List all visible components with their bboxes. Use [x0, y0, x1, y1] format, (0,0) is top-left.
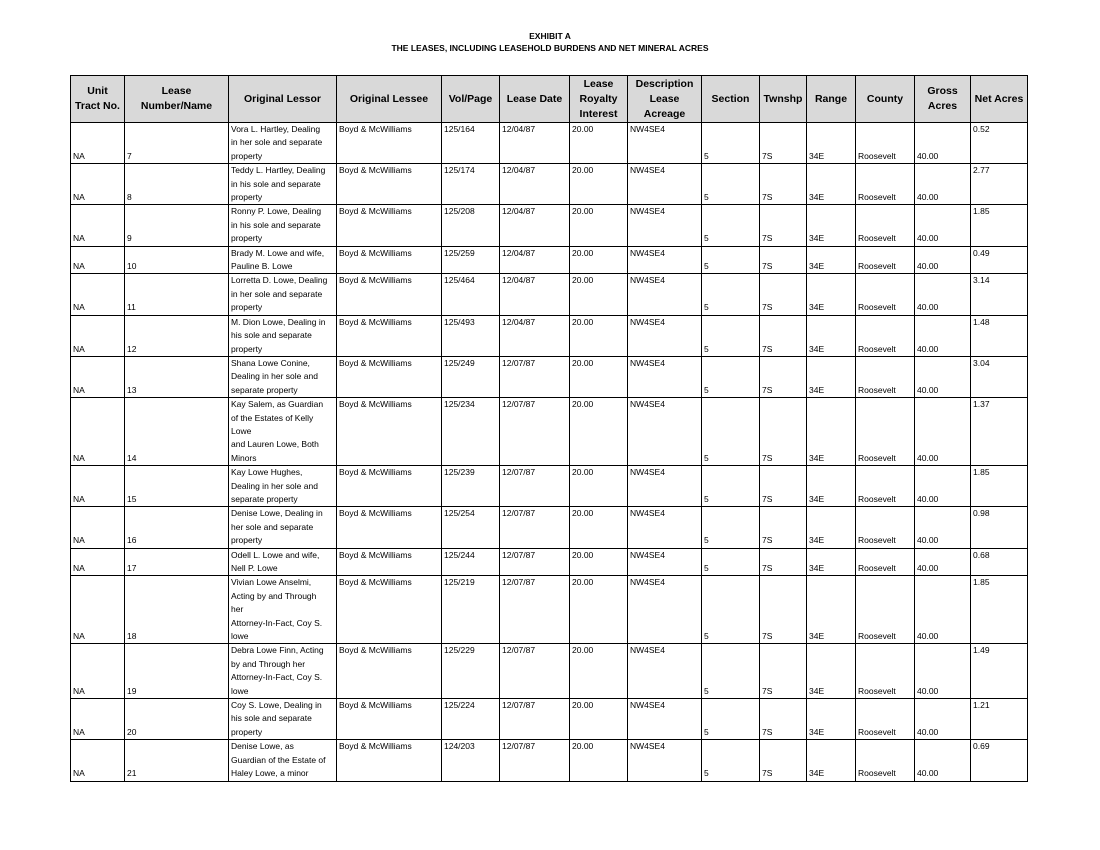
table-row	[71, 740, 1028, 781]
cell-royalty: 20.00	[570, 274, 628, 315]
cell-county: Roosevelt	[856, 123, 915, 164]
cell-lease-number: 21	[125, 740, 229, 781]
cell-net-acres: 1.49	[971, 644, 1028, 699]
exhibit-title: EXHIBIT A	[529, 31, 571, 41]
cell-section: 5	[702, 123, 760, 164]
cell-section: 5	[702, 740, 760, 781]
cell-lease-number: 18	[125, 576, 229, 644]
cell-vol-page: 125/224	[442, 699, 500, 740]
cell-township: 7S	[760, 548, 807, 576]
cell-range: 34E	[807, 315, 856, 356]
cell-royalty: 20.00	[570, 644, 628, 699]
cell-description: NW4SE4	[628, 740, 702, 781]
cell-county: Roosevelt	[856, 246, 915, 274]
cell-gross-acres: 40.00	[915, 356, 971, 397]
cell-vol-page: 125/259	[442, 246, 500, 274]
cell-description: NW4SE4	[628, 356, 702, 397]
cell-unit-tract: NA	[71, 699, 125, 740]
cell-royalty: 20.00	[570, 205, 628, 246]
cell-lease-number: 8	[125, 164, 229, 205]
cell-unit-tract: NA	[71, 205, 125, 246]
cell-township: 7S	[760, 356, 807, 397]
cell-lease-date: 12/04/87	[500, 315, 570, 356]
cell-gross-acres: 40.00	[915, 274, 971, 315]
cell-lease-number: 15	[125, 466, 229, 507]
cell-original-lessee: Boyd & McWilliams	[337, 123, 442, 164]
cell-section: 5	[702, 398, 760, 466]
cell-description: NW4SE4	[628, 576, 702, 644]
cell-lease-number: 16	[125, 507, 229, 548]
cell-royalty: 20.00	[570, 123, 628, 164]
cell-net-acres: 3.14	[971, 274, 1028, 315]
cell-township: 7S	[760, 644, 807, 699]
cell-net-acres: 0.98	[971, 507, 1028, 548]
cell-royalty: 20.00	[570, 507, 628, 548]
cell-lease-number: 14	[125, 398, 229, 466]
cell-royalty: 20.00	[570, 398, 628, 466]
cell-range: 34E	[807, 576, 856, 644]
cell-original-lessee: Boyd & McWilliams	[337, 164, 442, 205]
cell-original-lessor: Denise Lowe, as Guardian of the Estate of Haley Lowe, a minor	[229, 740, 337, 781]
cell-lease-number: 9	[125, 205, 229, 246]
table-row	[71, 205, 1028, 246]
cell-original-lessor: Ronny P. Lowe, Dealing in his sole and separate property	[229, 205, 337, 246]
cell-range: 34E	[807, 274, 856, 315]
cell-township: 7S	[760, 507, 807, 548]
cell-description: NW4SE4	[628, 644, 702, 699]
cell-lease-number: 20	[125, 699, 229, 740]
cell-original-lessor: Odell L. Lowe and wife, Nell P. Lowe	[229, 548, 337, 576]
table-row	[71, 466, 1028, 507]
col-header-vol-page: Vol/Page	[442, 76, 500, 123]
cell-range: 34E	[807, 205, 856, 246]
cell-unit-tract: NA	[71, 740, 125, 781]
cell-section: 5	[702, 246, 760, 274]
cell-range: 34E	[807, 548, 856, 576]
table-row	[71, 246, 1028, 274]
cell-net-acres: 1.48	[971, 315, 1028, 356]
cell-original-lessee: Boyd & McWilliams	[337, 398, 442, 466]
cell-lease-date: 12/07/87	[500, 644, 570, 699]
cell-net-acres: 0.49	[971, 246, 1028, 274]
table-row	[71, 164, 1028, 205]
cell-lease-date: 12/04/87	[500, 205, 570, 246]
cell-lease-date: 12/07/87	[500, 356, 570, 397]
cell-lease-number: 19	[125, 644, 229, 699]
cell-vol-page: 125/239	[442, 466, 500, 507]
cell-original-lessee: Boyd & McWilliams	[337, 740, 442, 781]
cell-lease-number: 10	[125, 246, 229, 274]
cell-vol-page: 125/219	[442, 576, 500, 644]
cell-net-acres: 0.69	[971, 740, 1028, 781]
cell-net-acres: 1.37	[971, 398, 1028, 466]
cell-original-lessee: Boyd & McWilliams	[337, 576, 442, 644]
cell-range: 34E	[807, 164, 856, 205]
cell-lease-number: 11	[125, 274, 229, 315]
cell-lease-number: 13	[125, 356, 229, 397]
cell-royalty: 20.00	[570, 699, 628, 740]
table-header-row	[71, 76, 1028, 123]
cell-gross-acres: 40.00	[915, 576, 971, 644]
cell-original-lessor: M. Dion Lowe, Dealing in his sole and separate property	[229, 315, 337, 356]
cell-original-lessor: Vora L. Hartley, Dealing in her sole and separate property	[229, 123, 337, 164]
cell-net-acres: 1.21	[971, 699, 1028, 740]
cell-original-lessee: Boyd & McWilliams	[337, 246, 442, 274]
cell-vol-page: 125/493	[442, 315, 500, 356]
cell-original-lessor: Lorretta D. Lowe, Dealing in her sole and separate property	[229, 274, 337, 315]
table-row	[71, 548, 1028, 576]
cell-lease-date: 12/07/87	[500, 466, 570, 507]
cell-description: NW4SE4	[628, 466, 702, 507]
cell-description: NW4SE4	[628, 699, 702, 740]
cell-description: NW4SE4	[628, 548, 702, 576]
cell-original-lessee: Boyd & McWilliams	[337, 466, 442, 507]
cell-range: 34E	[807, 123, 856, 164]
col-header-county: County	[856, 76, 915, 123]
cell-township: 7S	[760, 274, 807, 315]
cell-section: 5	[702, 356, 760, 397]
cell-county: Roosevelt	[856, 507, 915, 548]
cell-vol-page: 125/229	[442, 644, 500, 699]
cell-vol-page: 125/249	[442, 356, 500, 397]
cell-net-acres: 0.68	[971, 548, 1028, 576]
cell-net-acres: 1.85	[971, 466, 1028, 507]
cell-royalty: 20.00	[570, 548, 628, 576]
cell-township: 7S	[760, 123, 807, 164]
cell-royalty: 20.00	[570, 246, 628, 274]
cell-vol-page: 125/174	[442, 164, 500, 205]
cell-lease-date: 12/04/87	[500, 246, 570, 274]
cell-unit-tract: NA	[71, 274, 125, 315]
cell-original-lessor: Coy S. Lowe, Dealing in his sole and separate property	[229, 699, 337, 740]
cell-township: 7S	[760, 315, 807, 356]
cell-county: Roosevelt	[856, 274, 915, 315]
col-header-section: Section	[702, 76, 760, 123]
cell-range: 34E	[807, 699, 856, 740]
cell-net-acres: 1.85	[971, 205, 1028, 246]
table-row	[71, 699, 1028, 740]
table-row	[71, 507, 1028, 548]
cell-gross-acres: 40.00	[915, 740, 971, 781]
cell-original-lessee: Boyd & McWilliams	[337, 274, 442, 315]
cell-township: 7S	[760, 699, 807, 740]
cell-original-lessee: Boyd & McWilliams	[337, 548, 442, 576]
cell-original-lessor: Debra Lowe Finn, Acting by and Through her Attorney-In-Fact, Coy S. lowe	[229, 644, 337, 699]
cell-original-lessee: Boyd & McWilliams	[337, 644, 442, 699]
cell-lease-number: 12	[125, 315, 229, 356]
cell-gross-acres: 40.00	[915, 398, 971, 466]
cell-gross-acres: 40.00	[915, 644, 971, 699]
cell-unit-tract: NA	[71, 315, 125, 356]
cell-gross-acres: 40.00	[915, 246, 971, 274]
table-row	[71, 576, 1028, 644]
cell-description: NW4SE4	[628, 315, 702, 356]
cell-lease-date: 12/07/87	[500, 740, 570, 781]
col-header-description: Description Lease Acreage	[628, 76, 702, 123]
cell-vol-page: 125/164	[442, 123, 500, 164]
cell-county: Roosevelt	[856, 356, 915, 397]
cell-township: 7S	[760, 164, 807, 205]
cell-unit-tract: NA	[71, 398, 125, 466]
col-header-lease-date: Lease Date	[500, 76, 570, 123]
table-row	[71, 644, 1028, 699]
table-row	[71, 398, 1028, 466]
cell-section: 5	[702, 274, 760, 315]
cell-county: Roosevelt	[856, 315, 915, 356]
cell-vol-page: 124/203	[442, 740, 500, 781]
cell-lease-date: 12/04/87	[500, 123, 570, 164]
cell-section: 5	[702, 699, 760, 740]
cell-township: 7S	[760, 740, 807, 781]
cell-royalty: 20.00	[570, 164, 628, 205]
cell-range: 34E	[807, 507, 856, 548]
cell-original-lessor: Kay Salem, as Guardian of the Estates of Kelly Lowe and Lauren Lowe, Both Minors	[229, 398, 337, 466]
cell-range: 34E	[807, 644, 856, 699]
cell-county: Roosevelt	[856, 398, 915, 466]
col-header-township: Twnshp	[760, 76, 807, 123]
cell-original-lessor: Teddy L. Hartley, Dealing in his sole and separate property	[229, 164, 337, 205]
cell-original-lessee: Boyd & McWilliams	[337, 205, 442, 246]
cell-township: 7S	[760, 576, 807, 644]
cell-gross-acres: 40.00	[915, 548, 971, 576]
cell-original-lessor: Vivian Lowe Anselmi, Acting by and Through her Attorney-In-Fact, Coy S. lowe	[229, 576, 337, 644]
cell-net-acres: 2.77	[971, 164, 1028, 205]
cell-unit-tract: NA	[71, 466, 125, 507]
cell-description: NW4SE4	[628, 164, 702, 205]
cell-description: NW4SE4	[628, 123, 702, 164]
cell-lease-number: 17	[125, 548, 229, 576]
cell-section: 5	[702, 205, 760, 246]
table-row	[71, 274, 1028, 315]
cell-gross-acres: 40.00	[915, 205, 971, 246]
col-header-original-lessee: Original Lessee	[337, 76, 442, 123]
leases-table	[70, 75, 1028, 782]
col-header-unit-tract: Unit Tract No.	[71, 76, 125, 123]
cell-lease-date: 12/07/87	[500, 699, 570, 740]
cell-section: 5	[702, 507, 760, 548]
cell-gross-acres: 40.00	[915, 315, 971, 356]
cell-section: 5	[702, 548, 760, 576]
cell-original-lessor: Brady M. Lowe and wife, Pauline B. Lowe	[229, 246, 337, 274]
cell-vol-page: 125/254	[442, 507, 500, 548]
cell-description: NW4SE4	[628, 274, 702, 315]
cell-lease-date: 12/07/87	[500, 507, 570, 548]
cell-royalty: 20.00	[570, 466, 628, 507]
cell-original-lessee: Boyd & McWilliams	[337, 356, 442, 397]
cell-township: 7S	[760, 398, 807, 466]
cell-range: 34E	[807, 740, 856, 781]
cell-county: Roosevelt	[856, 205, 915, 246]
cell-description: NW4SE4	[628, 507, 702, 548]
cell-range: 34E	[807, 246, 856, 274]
cell-vol-page: 125/464	[442, 274, 500, 315]
col-header-original-lessor: Original Lessor	[229, 76, 337, 123]
cell-vol-page: 125/244	[442, 548, 500, 576]
cell-unit-tract: NA	[71, 356, 125, 397]
cell-township: 7S	[760, 205, 807, 246]
cell-unit-tract: NA	[71, 644, 125, 699]
cell-township: 7S	[760, 246, 807, 274]
cell-section: 5	[702, 164, 760, 205]
cell-county: Roosevelt	[856, 740, 915, 781]
cell-royalty: 20.00	[570, 315, 628, 356]
cell-unit-tract: NA	[71, 164, 125, 205]
cell-township: 7S	[760, 466, 807, 507]
cell-section: 5	[702, 315, 760, 356]
cell-royalty: 20.00	[570, 740, 628, 781]
cell-range: 34E	[807, 398, 856, 466]
cell-lease-number: 7	[125, 123, 229, 164]
cell-original-lessor: Kay Lowe Hughes, Dealing in her sole and separate property	[229, 466, 337, 507]
col-header-gross-acres: Gross Acres	[915, 76, 971, 123]
cell-description: NW4SE4	[628, 398, 702, 466]
cell-lease-date: 12/04/87	[500, 274, 570, 315]
cell-lease-date: 12/04/87	[500, 164, 570, 205]
cell-county: Roosevelt	[856, 548, 915, 576]
cell-gross-acres: 40.00	[915, 507, 971, 548]
cell-royalty: 20.00	[570, 576, 628, 644]
cell-net-acres: 1.85	[971, 576, 1028, 644]
cell-unit-tract: NA	[71, 548, 125, 576]
cell-range: 34E	[807, 466, 856, 507]
col-header-range: Range	[807, 76, 856, 123]
cell-original-lessee: Boyd & McWilliams	[337, 315, 442, 356]
cell-vol-page: 125/208	[442, 205, 500, 246]
cell-lease-date: 12/07/87	[500, 548, 570, 576]
col-header-royalty: Lease Royalty Interest	[570, 76, 628, 123]
cell-unit-tract: NA	[71, 123, 125, 164]
cell-gross-acres: 40.00	[915, 699, 971, 740]
table-row	[71, 123, 1028, 164]
cell-royalty: 20.00	[570, 356, 628, 397]
cell-county: Roosevelt	[856, 699, 915, 740]
col-header-net-acres: Net Acres	[971, 76, 1028, 123]
cell-unit-tract: NA	[71, 246, 125, 274]
cell-original-lessor: Denise Lowe, Dealing in her sole and separate property	[229, 507, 337, 548]
cell-county: Roosevelt	[856, 576, 915, 644]
table-row	[71, 315, 1028, 356]
cell-net-acres: 0.52	[971, 123, 1028, 164]
cell-county: Roosevelt	[856, 644, 915, 699]
cell-county: Roosevelt	[856, 466, 915, 507]
cell-unit-tract: NA	[71, 507, 125, 548]
cell-gross-acres: 40.00	[915, 164, 971, 205]
exhibit-subtitle: THE LEASES, INCLUDING LEASEHOLD BURDENS AND NET MINERAL ACRES	[391, 43, 709, 53]
cell-original-lessee: Boyd & McWilliams	[337, 507, 442, 548]
cell-lease-date: 12/07/87	[500, 576, 570, 644]
cell-original-lessor: Shana Lowe Conine, Dealing in her sole and separate property	[229, 356, 337, 397]
cell-original-lessee: Boyd & McWilliams	[337, 699, 442, 740]
cell-lease-date: 12/07/87	[500, 398, 570, 466]
col-header-lease-number: Lease Number/Name	[125, 76, 229, 123]
cell-range: 34E	[807, 356, 856, 397]
cell-description: NW4SE4	[628, 246, 702, 274]
cell-section: 5	[702, 644, 760, 699]
cell-net-acres: 3.04	[971, 356, 1028, 397]
table-row	[71, 356, 1028, 397]
cell-gross-acres: 40.00	[915, 466, 971, 507]
cell-section: 5	[702, 466, 760, 507]
cell-unit-tract: NA	[71, 576, 125, 644]
cell-section: 5	[702, 576, 760, 644]
cell-county: Roosevelt	[856, 164, 915, 205]
cell-vol-page: 125/234	[442, 398, 500, 466]
cell-description: NW4SE4	[628, 205, 702, 246]
cell-gross-acres: 40.00	[915, 123, 971, 164]
